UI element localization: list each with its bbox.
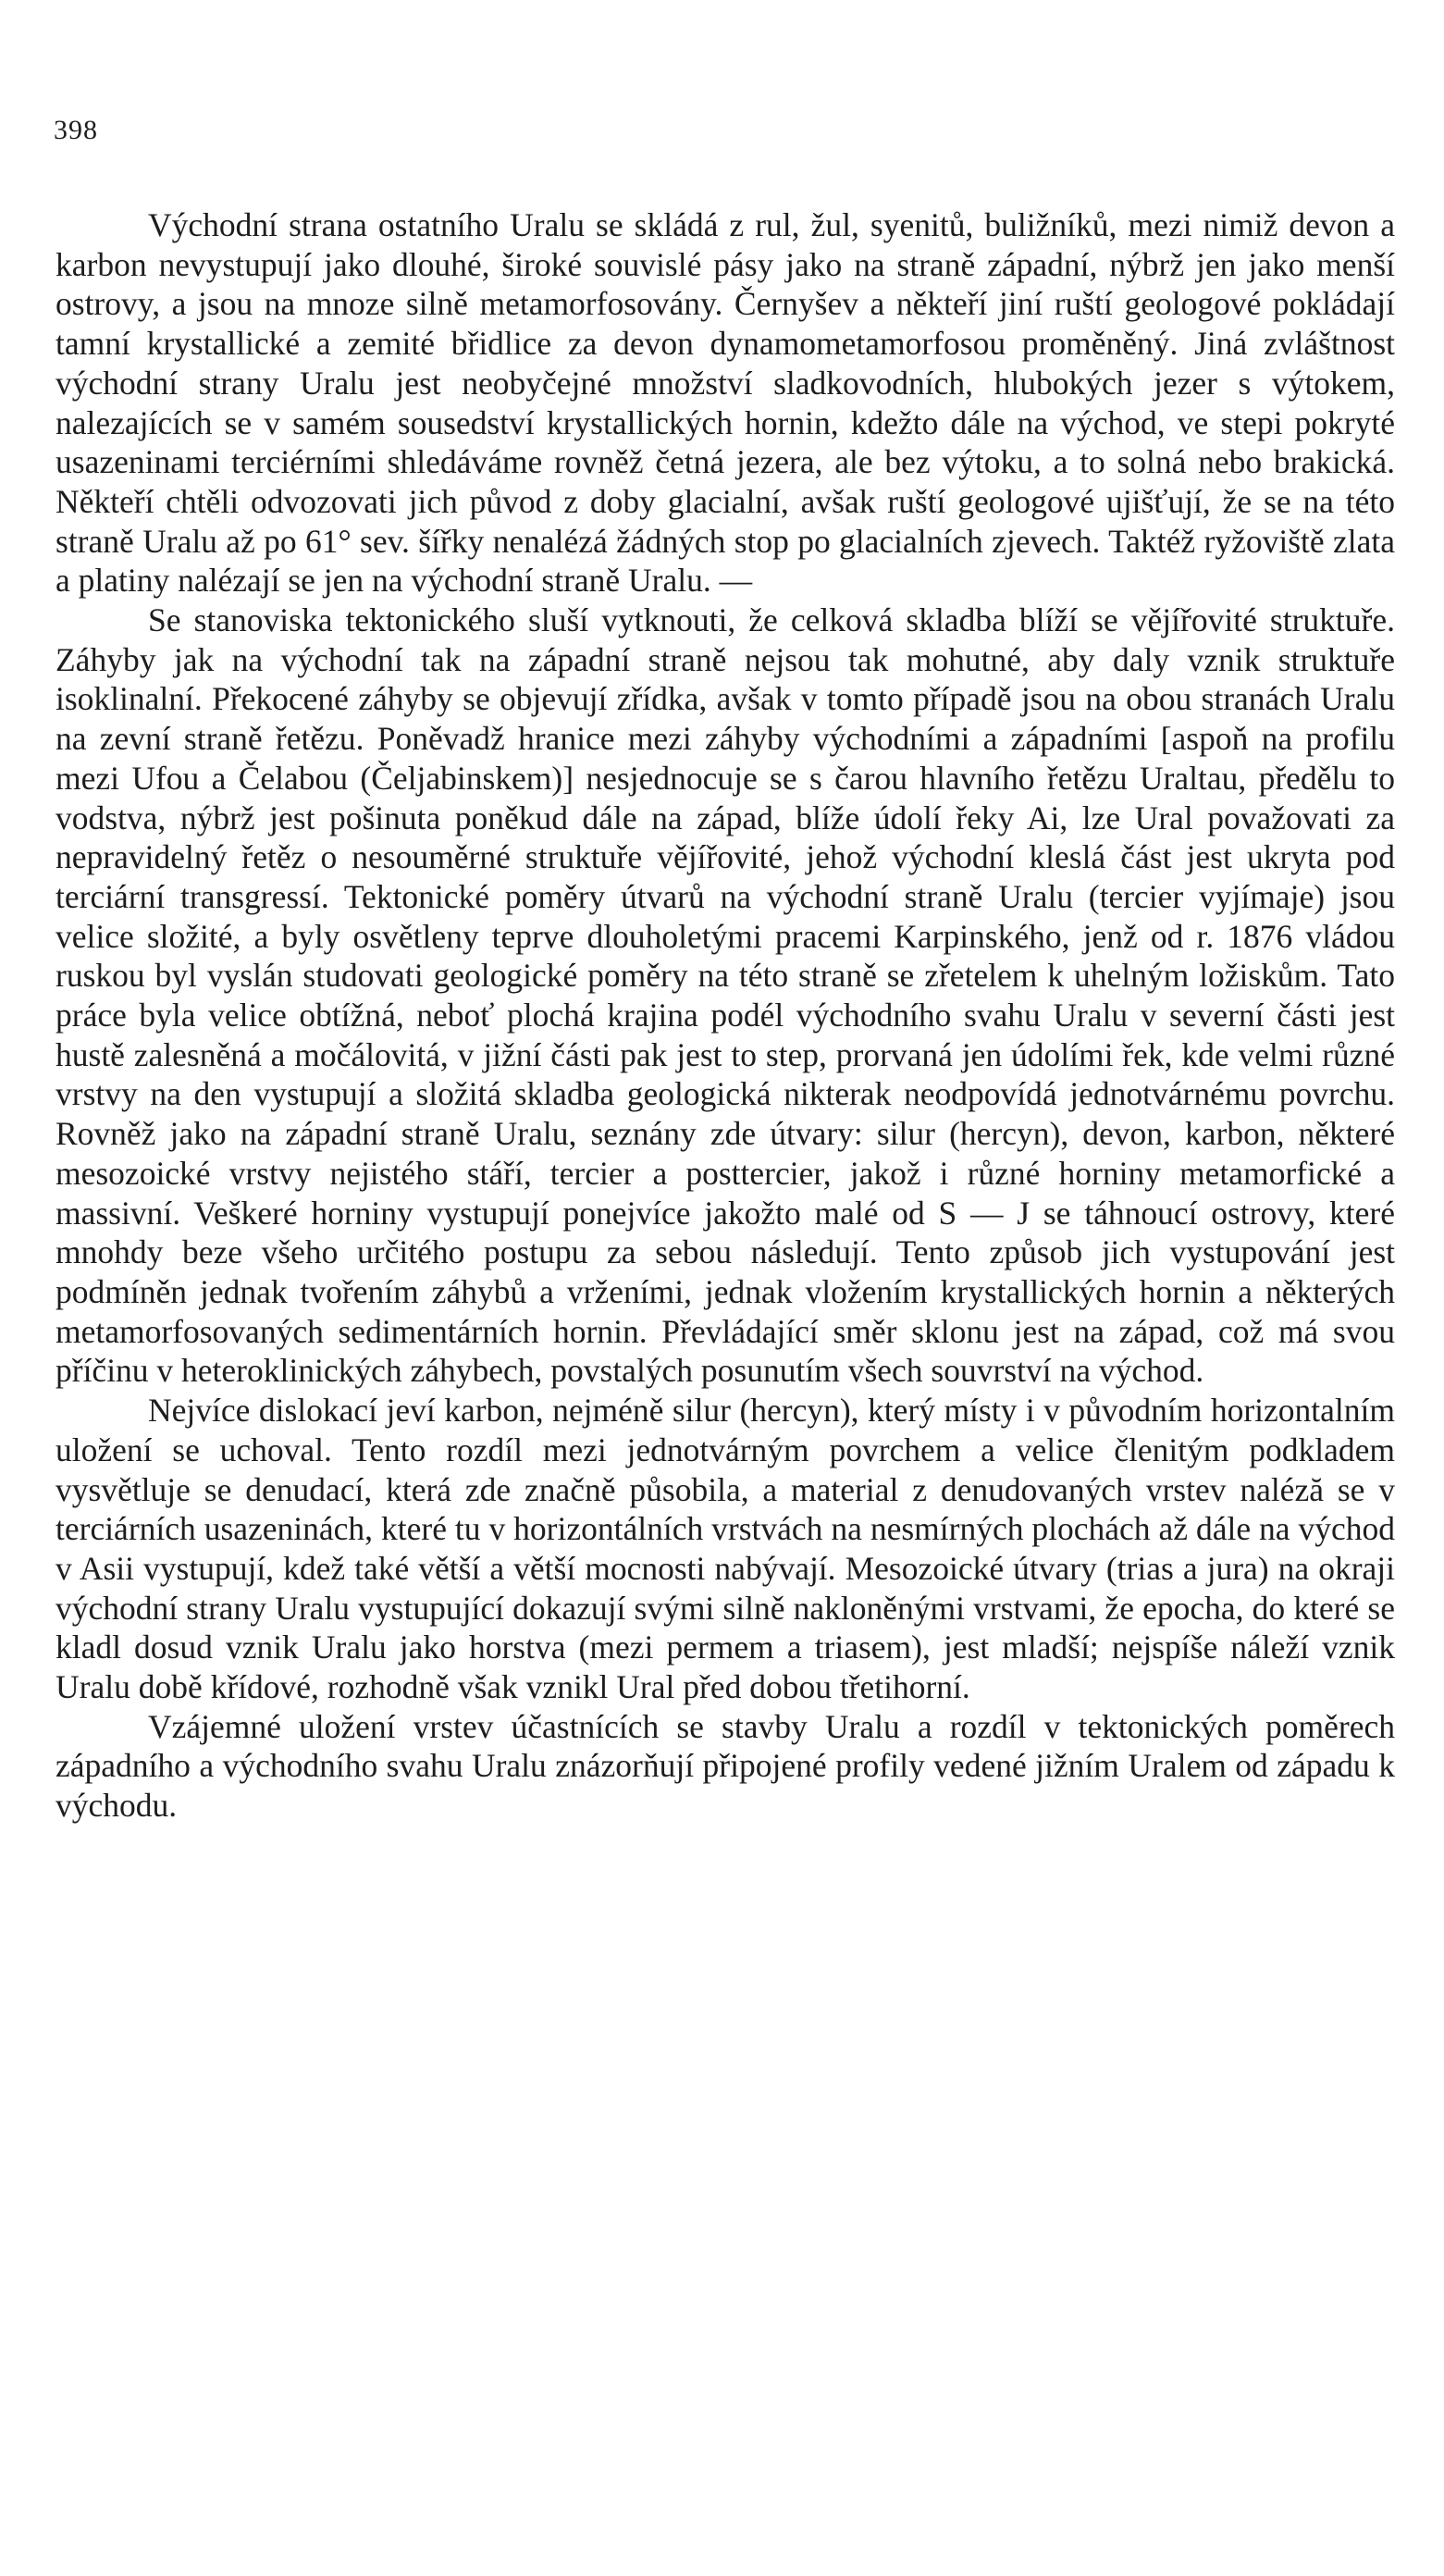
paragraph-profiles: Vzájemné uložení vrstev účastnících se stavby Uralu a rozdíl v tektonických poměrech západního a východního svahu Uralu znázorňují připojené profily vedené jižním Uralem od západu k východu. (56, 1707, 1395, 1825)
paragraph-dislocations: Nejvíce dislokací jeví karbon, nejméně silur (hercyn), který místy i v původním horizontalním uložení se uchoval. Tento rozdíl mezi jednotvárným povrchem a velice členitým podkladem vysvětluje se denudací, která zde značně působila, a material z denudovaných vrstev naléză se v terciárních usazeninách, které tu v horizontálních vrstvách na nesmírných plochách až dále na východ v Asii vystupují, kdež také větší a větší mocnosti nabývají. Mesozoické útvary (trias a jura) na okraji východní strany Uralu vystupující dokazují svými silně nakloněnými vrstvami, že epocha, do které se kladl dosud vznik Uralu jako horstva (mezi permem a triasem), jest mladší; nejspíše náleží vznik Uralu době křídové, rozhodně však vznikl Ural před dobou třetihorní. (56, 1392, 1395, 1706)
paragraph-east-side-rocks: Východní strana ostatního Uralu se skládá z rul, žul, syenitů, buližníků, mezi nimiž devon a karbon nevystupují jako dlouhé, široké souvislé pásy jako na straně západní, nýbrž jen jako menší ostrovy, a jsou na mnoze silně metamorfosovány. Černyšev a někteří jiní ruští geologové pokládají tamní krystallické a zemité břidlice za devon dynamometamorfosou proměněný. Jiná zvláštnost východní strany Uralu jest neobyčejné množství sladkovodních, hlubokých jezer s výtokem, nalezajících se v samém sousedství krystallických hornin, kdežto dále na východ, ve stepi pokryté usazeninami terciérními shledáváme rovněž četná jezera, ale bez výtoku, a to solná nebo brakická. Někteří chtěli odvozovati jich původ z doby glacialní, avšak ruští geologové ujišťují, že se na této straně Uralu až po 61° sev. šířky nenalézá žádných stop po glacialních zjevech. Taktéž ryžoviště zlata a platiny nalézají se jen na východní straně Uralu. — (56, 206, 1395, 600)
document-body (56, 205, 1395, 1826)
paragraph-tectonics: Se stanoviska tektonického sluší vytknouti, že celková skladba blíží se vějířovité struktuře. Záhyby jak na východní tak na západní straně nejsou tak mohutné, aby daly vznik struktuře isoklinalní. Překocené záhyby se objevují zřídka, avšak v tomto případě jsou na obou stranách Uralu na zevní straně řetězu. Poněvadž hranice mezi záhyby východními a západními [aspoň na profilu mezi Ufou a Čelabou (Čeljabinskem)] nesjednocuje se s čarou hlavního řetězu Uraltau, předělu to vodstva, nýbrž jest pošinuta poněkud dále na západ, blíže údolí řeky Ai, lze Ural považovati za nepravidelný řetěz o nesouměrné struktuře vějířovité, jehož východní kleslá část jest ukryta pod terciární transgressí. Tektonické poměry útvarů na východní straně Uralu (tercier vyjímaje) jsou velice složité, a byly osvětleny teprve dlouholetými pracemi Karpinského, jenž od r. 1876 vládou ruskou byl vyslán studovati geologické poměry na této straně se zřetelem k uhelným ložiskům. Tato práce byla velice obtížná, neboť plochá krajina podél východního svahu Uralu v severní části jest hustě zalesněná a močálovitá, v jižní části pak jest to step, prorvaná jen údolími řek, kde velmi různé vrstvy na den vystupují a složitá skladba geologická nikterak neodpovídá jednotvárnému povrchu. Rovněž jako na západní straně Uralu, seznány zde útvary: silur (hercyn), devon, karbon, některé mesozoické vrstvy nejistého stáří, tercier a posttercier, jakož i různé horniny metamorfické a massivní. Veškeré horniny vystupují ponejvíce jakožto malé od S — J se táhnoucí ostrovy, které mnohdy beze všeho určitého postupu za sebou následují. Tento způsob jich vystupování jest podmíněn jednak tvořením záhybů a vrženími, jednak vložením krystallických hornin a některých metamorfosovaných sedimentárních hornin. Převládající směr sklonu jest na západ, což má svou příčinu v heteroklinických záhybech, povstalých posunutím všech souvrství na východ. (56, 601, 1395, 1390)
page-number: 398 (54, 115, 98, 145)
